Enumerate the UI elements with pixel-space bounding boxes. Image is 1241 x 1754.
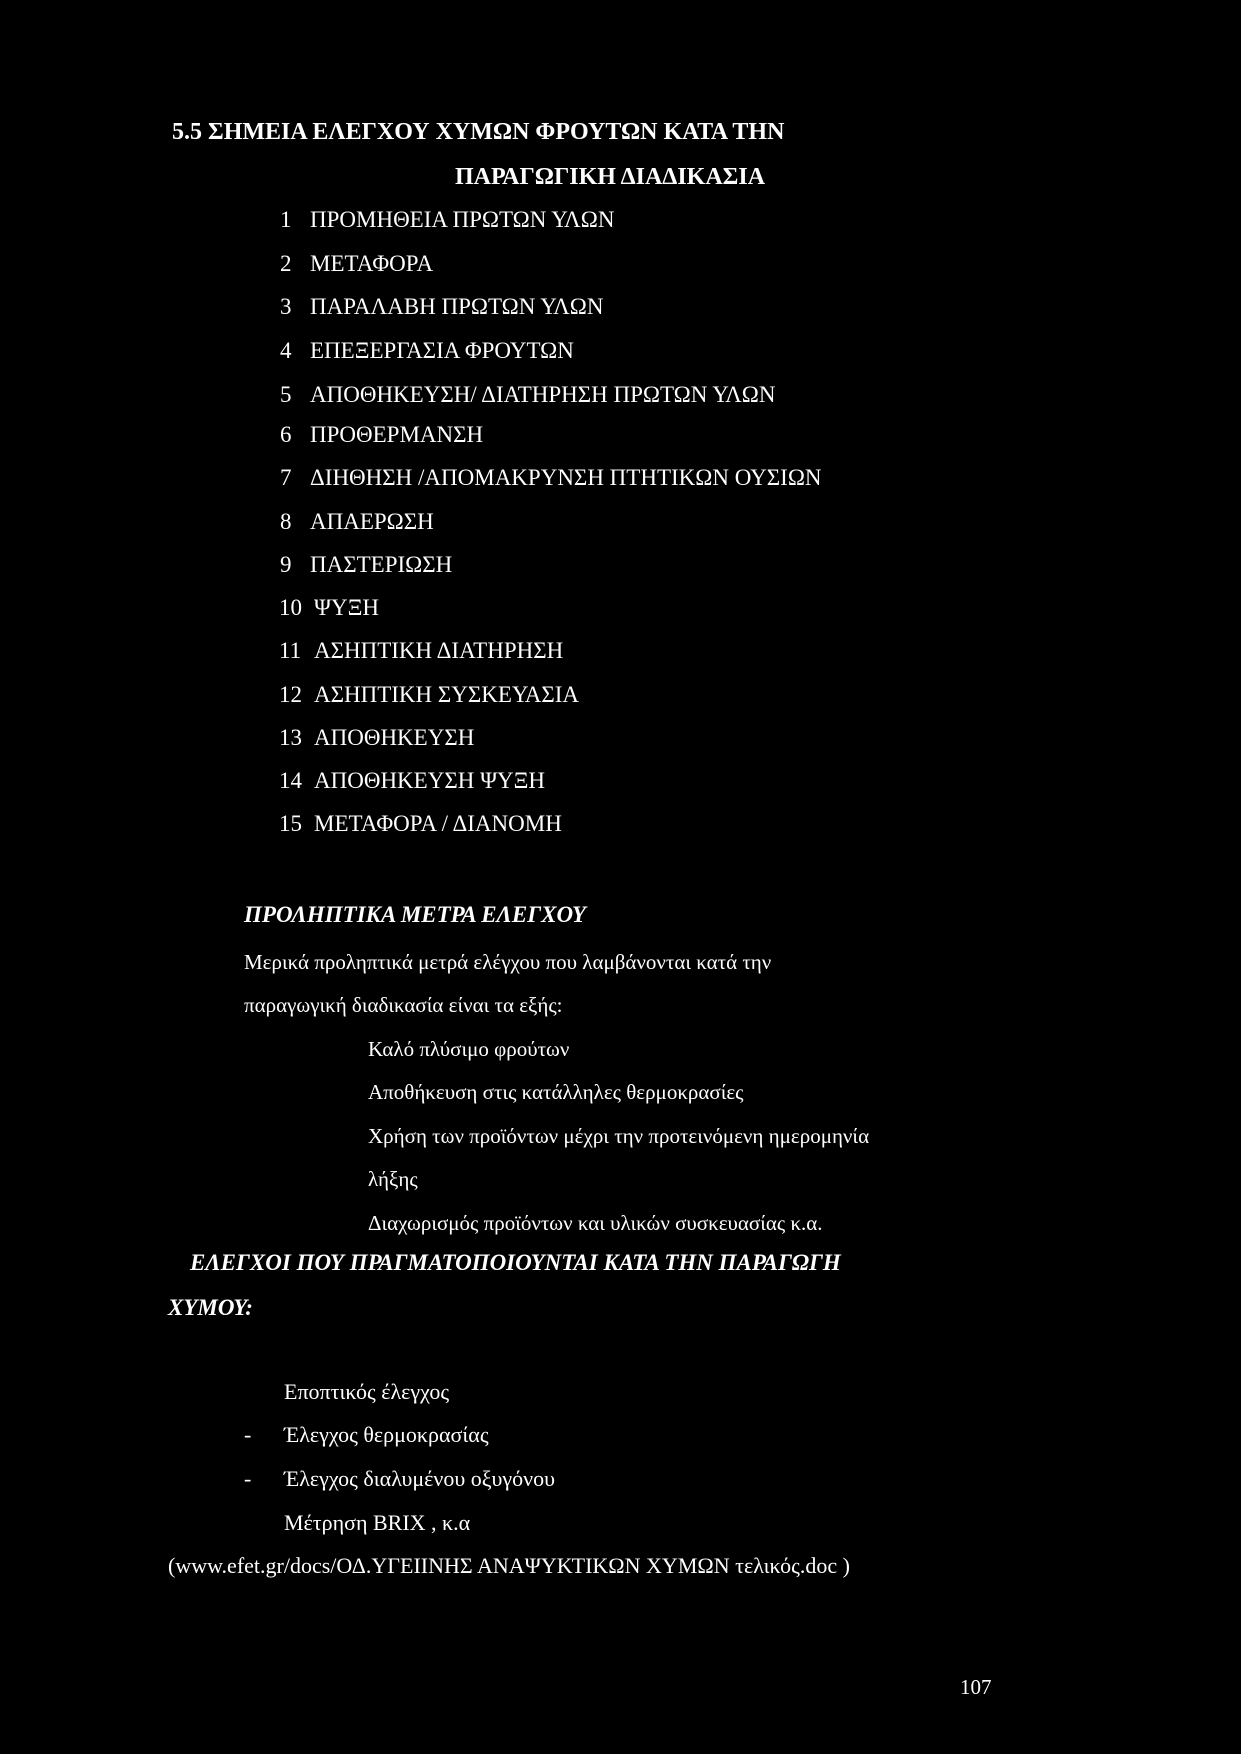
controls-heading-line1: ΕΛΕΓΧΟΙ ΠΟΥ ΠΡΑΓΜΑΤΟΠΟΙΟΥΝΤΑΙ ΚΑΤΑ ΤΗΝ ΠΑΡΑΓΩΓΗ (190, 1250, 841, 1275)
step-number: 11 (279, 638, 302, 663)
step-label: ΕΠΕΞΕΡΓΑΣΙΑ ΦΡΟΥΤΩΝ (310, 338, 574, 363)
process-step (280, 636, 563, 666)
section-title-line1: 5.5 ΣΗΜΕΙΑ ΕΛΕΓΧΟΥ ΧΥΜΩΝ ΦΡΟΥΤΩΝ ΚΑΤΑ ΤΗΝ (172, 119, 785, 145)
step-label: ΑΣΗΠΤΙΚΗ ΔΙΑΤΗΡΗΣΗ (314, 638, 564, 663)
controls-heading-line2: ΧΥΜΟΥ: (168, 1295, 253, 1320)
step-number: 15 (279, 811, 302, 836)
step-number: 13 (279, 725, 302, 750)
step-label: ΑΠΟΘΗΚΕΥΣΗ/ ΔΙΑΤΗΡΗΣΗ ΠΡΩΤΩΝ ΥΛΩΝ (310, 382, 776, 407)
step-number: 12 (279, 682, 302, 707)
measure-item: Χρήση των προϊόντων μέχρι την προτεινόμενη ημερομηνία (368, 1124, 870, 1148)
step-label: ΠΡΟΘΕΡΜΑΝΣΗ (310, 422, 484, 447)
control-bullet: - (244, 1422, 252, 1447)
step-number: 6 (280, 422, 292, 447)
step-label: ΑΣΗΠΤΙΚΗ ΣΥΣΚΕΥΑΣΙΑ (314, 682, 580, 707)
step-number: 7 (280, 465, 292, 490)
process-step (280, 507, 434, 537)
step-number: 10 (279, 595, 302, 620)
process-step (280, 723, 474, 753)
process-step (280, 809, 562, 839)
process-step (280, 680, 579, 710)
measure-item: Αποθήκευση στις κατάλληλες θερμοκρασίες (368, 1080, 744, 1104)
step-number: 3 (280, 294, 292, 319)
step-label: ΠΑΣΤΕΡΙΩΣΗ (310, 552, 453, 577)
step-label: ΨΥΞΗ (314, 595, 379, 620)
control-label: Εποπτικός έλεγχος (284, 1379, 450, 1404)
control-item (244, 1466, 555, 1492)
control-label: Έλεγχος θερμοκρασίας (284, 1422, 489, 1447)
control-label: Έλεγχος διαλυμένου οξυγόνου (284, 1466, 555, 1491)
process-step (280, 380, 775, 410)
step-number: 5 (280, 382, 292, 407)
process-step (280, 205, 614, 235)
step-label: ΠΑΡΑΛΑΒΗ ΠΡΩΤΩΝ ΥΛΩΝ (310, 294, 604, 319)
preventive-intro-line1: Μερικά προληπτικά μετρά ελέγχου που λαμβάνονται κατά την (244, 950, 772, 974)
step-label: ΠΡΟΜΗΘΕΙΑ ΠΡΩΤΩΝ ΥΛΩΝ (310, 207, 615, 232)
process-step (280, 420, 483, 450)
measure-item: Διαχωρισμός προϊόντων και υλικών συσκευασίας κ.α. (368, 1211, 823, 1235)
process-step (280, 766, 545, 796)
step-number: 1 (280, 207, 292, 232)
step-number: 14 (279, 768, 302, 793)
step-label: ΜΕΤΑΦΟΡΑ / ΔΙΑΝΟΜΗ (314, 811, 562, 836)
section-title-line2: ΠΑΡΑΓΩΓΙΚΗ ΔΙΑΔΙΚΑΣΙΑ (455, 164, 766, 190)
step-label: ΑΠΟΘΗΚΕΥΣΗ ΨΥΞΗ (314, 768, 546, 793)
step-number: 4 (280, 338, 292, 363)
control-item (244, 1510, 470, 1536)
control-bullet: - (244, 1466, 252, 1491)
step-label: ΜΕΤΑΦΟΡΑ (310, 251, 434, 276)
process-step (280, 292, 603, 322)
control-item (244, 1422, 489, 1448)
process-step (280, 550, 452, 580)
source-reference: (www.efet.gr/docs/ΟΔ.ΥΓΕΙΙΝΗΣ ΑΝΑΨΥΚΤΙΚΩΝ ΧΥΜΩΝ τελικός.doc ) (168, 1553, 850, 1578)
step-number: 8 (280, 509, 292, 534)
step-number: 9 (280, 552, 292, 577)
step-label: ΔΙΗΘΗΣΗ /ΑΠΟΜΑΚΡΥΝΣΗ ΠΤΗΤΙΚΩΝ ΟΥΣΙΩΝ (310, 465, 822, 490)
preventive-heading: ΠΡΟΛΗΠΤΙΚΑ ΜΕΤΡΑ ΕΛΕΓΧΟΥ (244, 902, 586, 927)
step-label: ΑΠΑΕΡΩΣΗ (310, 509, 434, 534)
process-step (280, 463, 822, 493)
step-number: 2 (280, 251, 292, 276)
process-step (280, 593, 379, 623)
measure-item: Καλό πλύσιμο φρούτων (368, 1037, 570, 1061)
control-label: Μέτρηση BRIX , κ.α (284, 1510, 471, 1535)
measure-item: λήξης (368, 1167, 418, 1191)
process-step (280, 336, 574, 366)
step-label: ΑΠΟΘΗΚΕΥΣΗ (314, 725, 475, 750)
process-step (280, 249, 433, 279)
preventive-intro-line2: παραγωγική διαδικασία είναι τα εξής: (244, 993, 563, 1017)
control-item (244, 1379, 449, 1405)
page-number: 107 (960, 1675, 992, 1699)
